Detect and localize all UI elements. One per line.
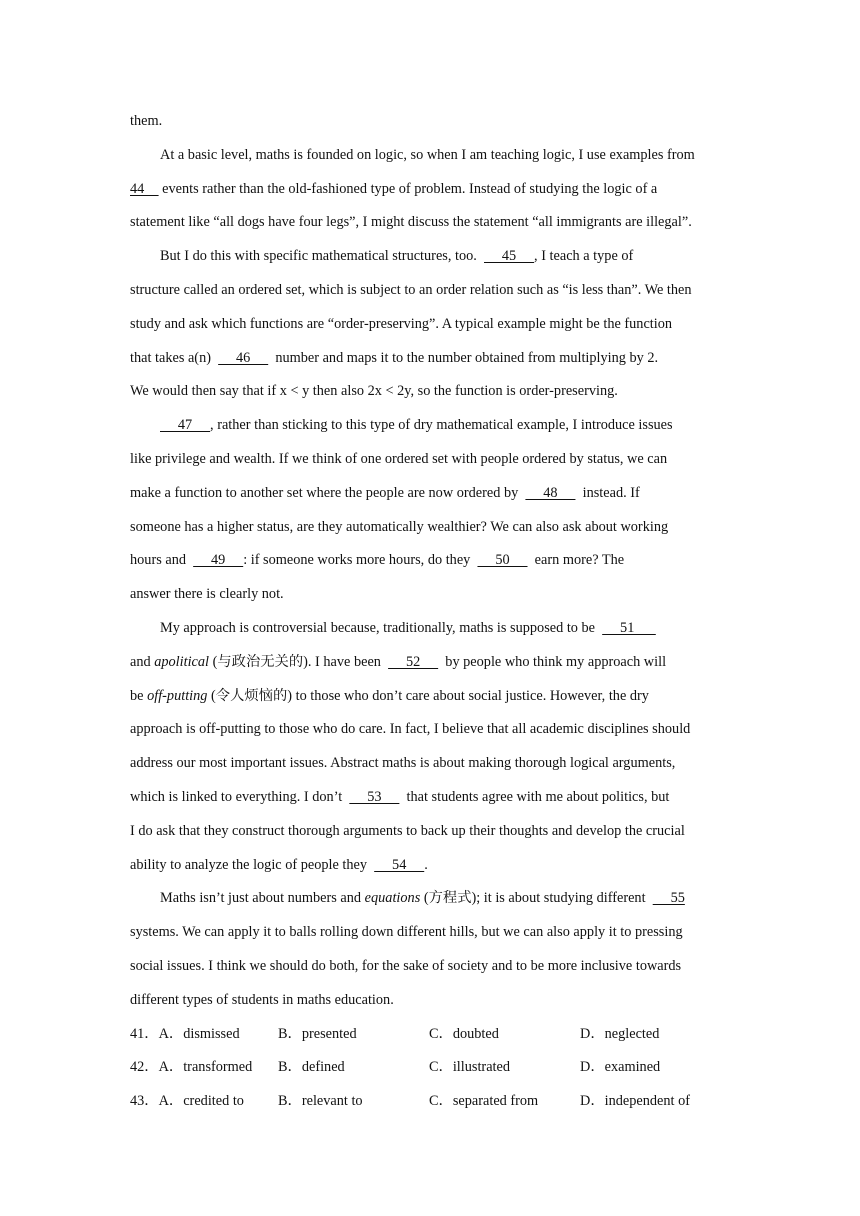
passage-line — [130, 308, 730, 342]
text: hours and — [130, 552, 194, 569]
passage-line — [130, 916, 730, 950]
text: them. — [130, 113, 163, 129]
blank-46: 46 — [218, 349, 269, 366]
text: approach is off-putting to those who do care. In fact, I believe that all academic disciplines should — [130, 721, 691, 738]
text: study and ask which functions are “order-preserving”. A typical example might be the function — [130, 315, 673, 332]
text: (令人烦恼的) to those who don’t care about social justice. However, the dry — [207, 687, 649, 704]
text: systems. We can apply it to balls rolling down different hills, but we can also apply it to pressing — [130, 924, 683, 941]
passage-line — [130, 713, 730, 747]
option-a: 43．A．credited to — [130, 1093, 244, 1110]
option-b: B．presented — [278, 1025, 357, 1042]
passage-line — [130, 375, 730, 409]
italic-term: apolitical — [154, 653, 210, 670]
blank-54: 54 — [374, 856, 425, 873]
passage-line — [130, 173, 730, 207]
blank-45: 45 — [484, 248, 535, 265]
passage-line — [130, 274, 730, 308]
text: number and maps it to the number obtained from multiplying by 2. — [268, 349, 659, 366]
option-d: D．neglected — [580, 1025, 660, 1042]
passage-line — [130, 781, 730, 815]
text: . — [424, 856, 428, 873]
text: different types of students in maths education. — [130, 991, 394, 1008]
passage-line — [130, 646, 730, 680]
passage — [130, 105, 730, 1119]
passage-line — [130, 409, 730, 443]
text: , rather than sticking to this type of dry mathematical example, I introduce issues — [210, 417, 673, 434]
passage-line — [130, 815, 730, 849]
text: At a basic level, maths is founded on logic, so when I am teaching logic, I use examples from — [160, 146, 695, 163]
blank-44: 44 — [130, 180, 159, 197]
text: events rather than the old-fashioned type of problem. Instead of studying the logic of a — [158, 180, 658, 197]
text: (方程式); it is about studying different — [420, 890, 653, 907]
text: instead. If — [575, 484, 640, 501]
text: , I teach a type of — [534, 248, 634, 265]
passage-line — [130, 950, 730, 984]
passage-line — [130, 342, 730, 376]
text: make a function to another set where the people are now ordered by — [130, 484, 526, 501]
passage-line — [130, 747, 730, 781]
passage-line — [130, 206, 730, 240]
blank-51: 51 — [602, 619, 656, 636]
text: Maths isn’t just about numbers and — [160, 890, 365, 907]
passage-line — [130, 139, 730, 173]
passage-line — [130, 680, 730, 714]
option-a: 42．A．transformed — [130, 1059, 253, 1076]
blank-50: 50 — [477, 552, 528, 569]
blank-53: 53 — [349, 788, 400, 805]
text: We would then say that if x < y then also 2x < 2y, so the function is order-preserving. — [130, 383, 618, 400]
option-b: B．relevant to — [278, 1093, 363, 1110]
text: : if someone works more hours, do they — [243, 552, 478, 569]
blank-55: 55 — [652, 890, 685, 907]
option-d: D．examined — [580, 1059, 661, 1076]
passage-line — [130, 511, 730, 545]
passage-line — [130, 477, 730, 511]
passage-line — [130, 443, 730, 477]
italic-term: equations — [364, 890, 421, 907]
option-b: B．defined — [278, 1059, 345, 1076]
text: that takes a(n) — [130, 349, 219, 366]
option-c: C．separated from — [429, 1093, 539, 1110]
text: and — [130, 653, 155, 670]
option-c: C．illustrated — [429, 1059, 511, 1076]
blank-49: 49 — [193, 552, 244, 569]
text: But I do this with specific mathematical structures, too. — [160, 248, 484, 265]
text: earn more? The — [527, 552, 625, 569]
question-41-options — [130, 1018, 730, 1052]
text: be — [130, 687, 148, 704]
question-42-options — [130, 1051, 730, 1085]
option-c: C．doubted — [429, 1025, 499, 1042]
question-43-options — [130, 1085, 730, 1119]
text: address our most important issues. Abstract maths is about making thorough logical arguments, — [130, 755, 676, 772]
passage-line — [130, 984, 730, 1018]
blank-52: 52 — [388, 653, 439, 670]
text: answer there is clearly not. — [130, 586, 284, 603]
passage-line — [130, 849, 730, 883]
text: My approach is controversial because, traditionally, maths is supposed to be — [160, 619, 603, 636]
text: statement like “all dogs have four legs”, I might discuss the statement “all immigrants are illegal”. — [130, 214, 692, 231]
option-a: 41．A．dismissed — [130, 1025, 240, 1042]
passage-line — [130, 612, 730, 646]
text: I do ask that they construct thorough arguments to back up their thoughts and develop the crucial — [130, 822, 685, 839]
passage-line — [130, 240, 730, 274]
blank-47: 47 — [160, 417, 211, 434]
text: which is linked to everything. I don’t — [130, 788, 350, 805]
text: that students agree with me about politics, but — [399, 788, 670, 805]
passage-line — [130, 544, 730, 578]
blank-48: 48 — [525, 484, 576, 501]
option-d: D．independent of — [580, 1093, 690, 1110]
text: social issues. I think we should do both, for the sake of society and to be more inclusive towards — [130, 957, 682, 974]
passage-line — [130, 105, 730, 139]
text: structure called an ordered set, which is subject to an order relation such as “is less than”. We then — [130, 281, 692, 298]
text: like privilege and wealth. If we think of one ordered set with people ordered by status, we can — [130, 450, 668, 467]
text: by people who think my approach will — [438, 653, 667, 670]
passage-line — [130, 882, 730, 916]
text: (与政治无关的). I have been — [209, 653, 389, 670]
italic-term: off-putting — [147, 687, 208, 704]
text: someone has a higher status, are they automatically wealthier? We can also ask about working — [130, 518, 669, 535]
passage-line — [130, 578, 730, 612]
text: ability to analyze the logic of people they — [130, 856, 375, 873]
